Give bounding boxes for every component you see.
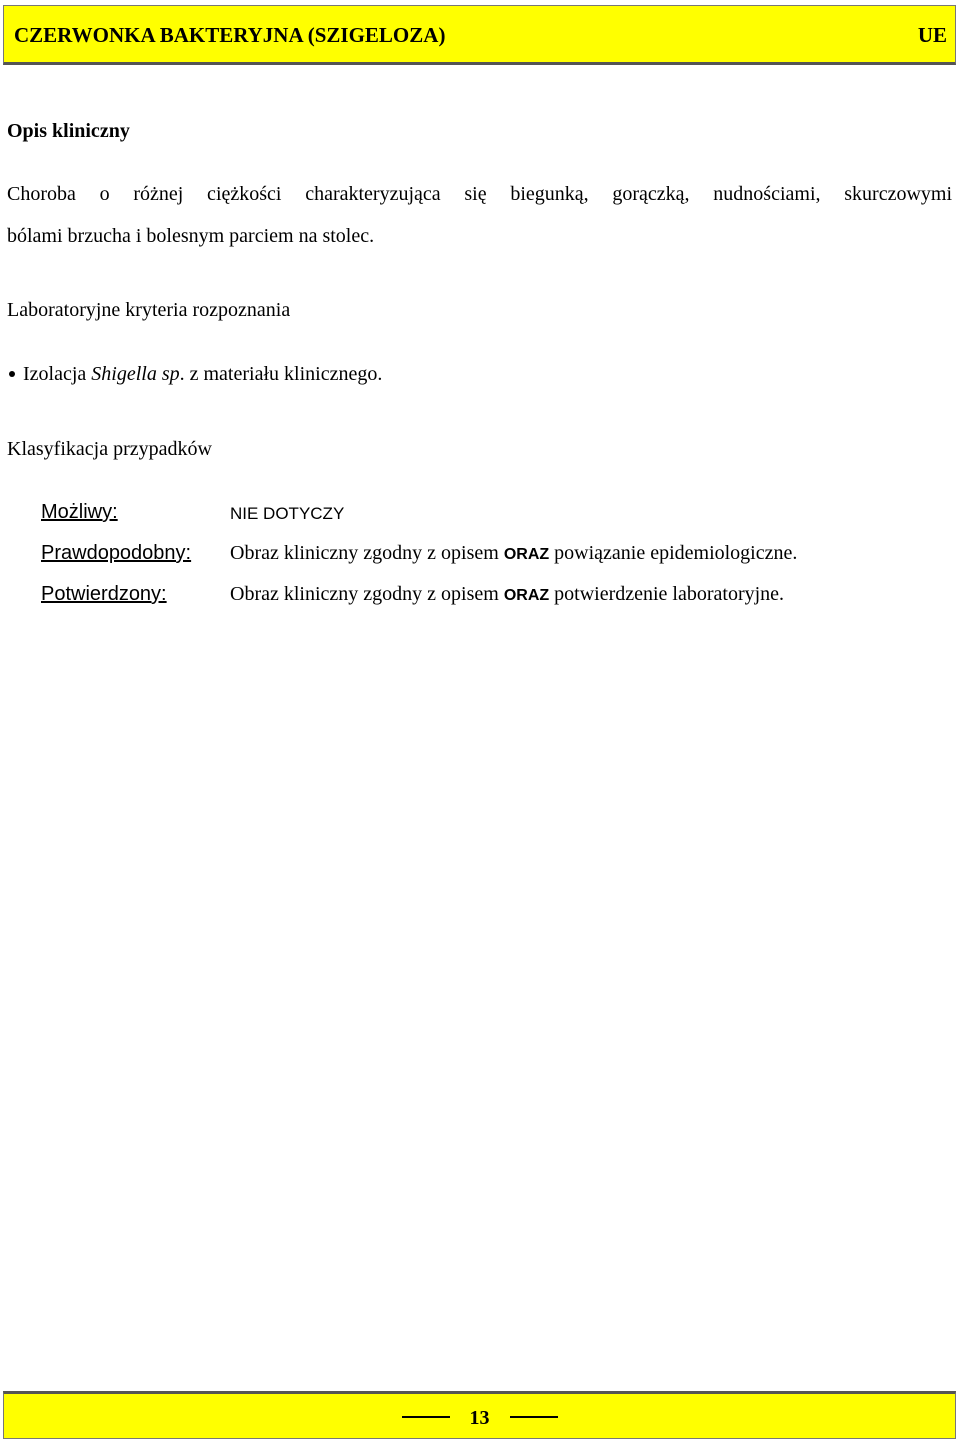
probable-value-text: Obraz kliniczny zgodny z opisem [230, 542, 504, 564]
dash-right [510, 1416, 558, 1418]
classification-label-possible: Możliwy: [41, 501, 118, 523]
page-footer [3, 1391, 956, 1439]
clinical-description-line-1: Choroba o różnej ciężkości charakteryzująca się biegunką, gorączką, nudnościami, skurczowymi [7, 183, 952, 205]
probable-connector: ORAZ [503, 546, 550, 563]
case-classification-heading: Klasyfikacja przypadków [7, 438, 212, 460]
classification-value-possible: NIE DOTYCZY [230, 504, 345, 523]
classification-value-probable [230, 542, 797, 565]
confirmed-value-rest: potwierdzenie laboratoryjne. [549, 583, 785, 605]
document-title: CZERWONKA BAKTERYJNA (SZIGELOZA) [14, 23, 446, 47]
bullet-icon [9, 371, 15, 377]
confirmed-value-text: Obraz kliniczny zgodny z opisem [230, 583, 504, 605]
dash-left [402, 1416, 450, 1418]
region-code: UE [917, 23, 947, 47]
lab-criteria-suffix: . z materiału klinicznego. [179, 363, 383, 385]
probable-value-rest: powiązanie epidemiologiczne. [549, 542, 798, 564]
lab-criteria-heading: Laboratoryjne kryteria rozpoznania [7, 299, 291, 321]
classification-label-probable: Prawdopodobny: [41, 542, 192, 564]
clinical-description-heading: Opis kliniczny [7, 120, 130, 142]
clinical-description-line-2: bólami brzucha i bolesnym parciem na stolec. [7, 225, 375, 247]
page-number-row [4, 1407, 955, 1430]
confirmed-connector: ORAZ [503, 587, 550, 604]
classification-label-confirmed: Potwierdzony: [41, 583, 167, 605]
lab-criteria-item [7, 363, 382, 386]
classification-value-confirmed [230, 583, 784, 606]
organism-name: Shigella sp [91, 363, 180, 385]
document-header [3, 5, 956, 65]
page-number: 13 [469, 1407, 490, 1429]
lab-criteria-prefix: Izolacja [23, 363, 92, 385]
